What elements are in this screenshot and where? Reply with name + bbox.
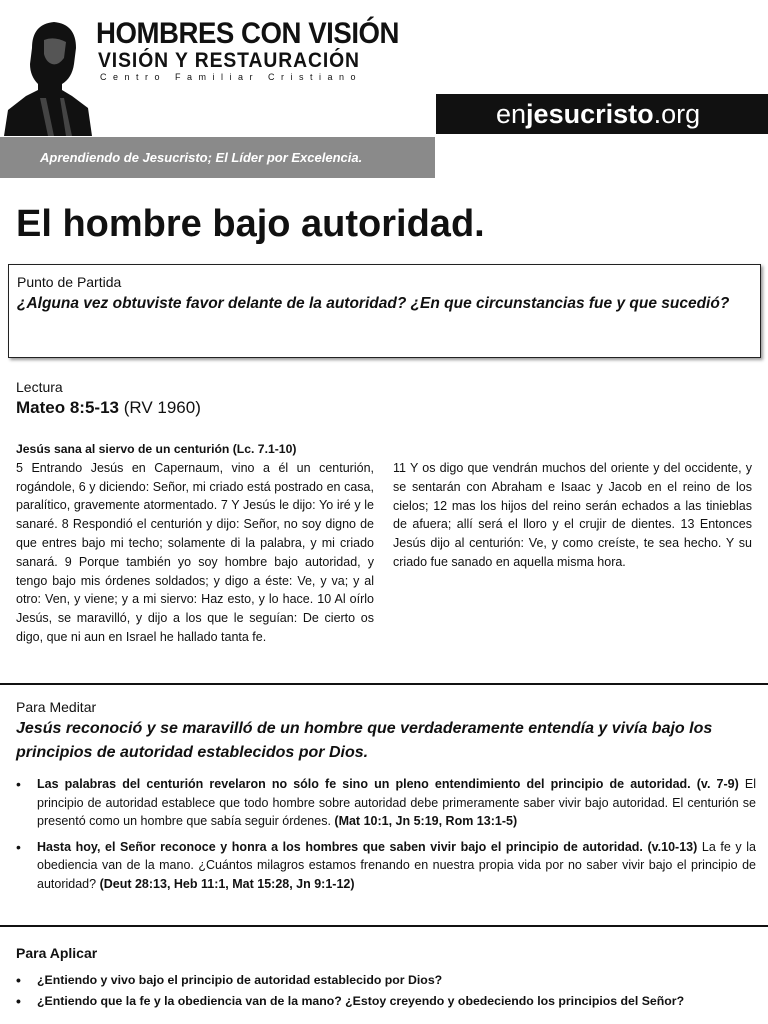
section-divider <box>0 925 768 927</box>
apply-section <box>16 944 761 1012</box>
starting-point-label: Punto de Partida <box>17 274 122 290</box>
point-heading: Las palabras del centurión revelaron no sólo fe sino un pleno entendimiento del principio de autoridad. (v. 7-9) <box>37 777 739 791</box>
meditate-statement: Jesús reconoció y se maravilló de un hombre que verdaderamente entendía y vivía bajo los principios de autoridad establecidos por Dios. <box>16 720 713 761</box>
reading-text-left: 5 Entrando Jesús en Capernaum, vino a él un centurión, rogándole, 6 y diciendo: Señor, mi criado está postrado en casa, paralítico, gravemente atormentado. 7 Y Jesús le dijo: Yo iré y le sanaré. 8 Respondió el centurión y dijo: Señor, no soy digno de que entres bajo mi techo; solamente di la palabra, y mi criado sanará. 9 Porque también yo soy hombre bajo autoridad, y tengo bajo mis órdenes soldados; y digo a éste: Ve, y va; y al otro: Ven, y viene; y a mi siervo: Haz esto, y lo hace. 10 Al oírlo Jesús, se maravilló, y dijo a los que le seguían: De cierto os digo, que ni aun en Israel he hallado tanta fe. <box>16 460 374 644</box>
man-silhouette-logo <box>2 18 94 136</box>
apply-label: Para Aplicar <box>16 945 98 961</box>
apply-list <box>16 971 761 1010</box>
meditate-label: Para Meditar <box>16 699 97 715</box>
meditate-points <box>16 775 756 893</box>
point-text: La fe y la obediencia van de la mano. ¿Cuántos milagros estamos frenando en nuestra propia vida por no saber vivir bajo el principio de autoridad? <box>37 839 756 891</box>
meditate-section <box>16 698 756 900</box>
point-refs: (Deut 28:13, Heb 11:1, Mat 15:28, Jn 9:1-12) <box>99 876 355 891</box>
point-text: El principio de autoridad establece que todo hombre sobre autoridad debe primeramente saber vivir bajo autoridad. El centurión se presentó como un hombre que sabía seguir órdenes. <box>37 777 756 828</box>
reading-column-left <box>16 440 374 647</box>
reading-column-right: 11 Y os digo que vendrán muchos del oriente y del occidente, y se sentarán con Abraham e Isaac y Jacob en el reino de los cielos; 12 mas los hijos del reino serán echados a las tinieblas de afuera; allí será el lloro y el crujir de dientes. 13 Entonces Jesús dijo al centurión: Ve, y como creíste, te sea hecho. Y su criado fue sanado en aquella misma hora. <box>393 461 752 569</box>
reading-label: Lectura <box>16 379 63 395</box>
brand-small-text: Centro Familiar Cristiano <box>100 72 363 82</box>
page-title: El hombre bajo autoridad. <box>16 203 485 245</box>
brand-subtitle: VISIÓN Y RESTAURACIÓN <box>98 49 360 72</box>
apply-item: • ¿Entiendo que la fe y la obediencia van de la mano? ¿Estoy creyendo y obedeciendo los principios del Señor? <box>16 992 761 1011</box>
site-suffix: .org <box>653 99 701 129</box>
point-refs: (Mat 10:1, Jn 5:19, Rom 13:1-5) <box>334 814 518 828</box>
site-bold: jesucristo <box>526 99 654 129</box>
apply-item: • ¿Entiendo y vivo bajo el principio de autoridad establecido por Dios? <box>16 971 761 990</box>
reading-reference-bold: Mateo 8:5-13 <box>16 398 119 417</box>
page-header <box>0 0 768 178</box>
section-divider <box>0 683 768 685</box>
tagline-bar: Aprendiendo de Jesucristo; El Líder por Excelencia. <box>0 137 435 178</box>
brand-title: HOMBRES CON VISIÓN <box>96 17 400 50</box>
reading-reference <box>16 397 756 419</box>
reading-version: (RV 1960) <box>118 398 201 417</box>
site-url-bar[interactable] <box>436 94 768 134</box>
point-heading: Hasta hoy, el Señor reconoce y honra a los hombres que saben vivir bajo el principio de autoridad. (v.10-13) <box>37 839 698 854</box>
site-prefix: en <box>496 99 527 129</box>
reading-section <box>16 378 756 419</box>
starting-point-question: ¿Alguna vez obtuviste favor delante de la autoridad? ¿En que circunstancias fue y que sucedió? <box>17 295 730 312</box>
meditate-point <box>16 838 756 894</box>
reading-subheading: Jesús sana al siervo de un centurión (Lc. 7.1-10) <box>16 442 297 456</box>
meditate-point <box>16 775 756 831</box>
starting-point-box <box>8 264 761 358</box>
